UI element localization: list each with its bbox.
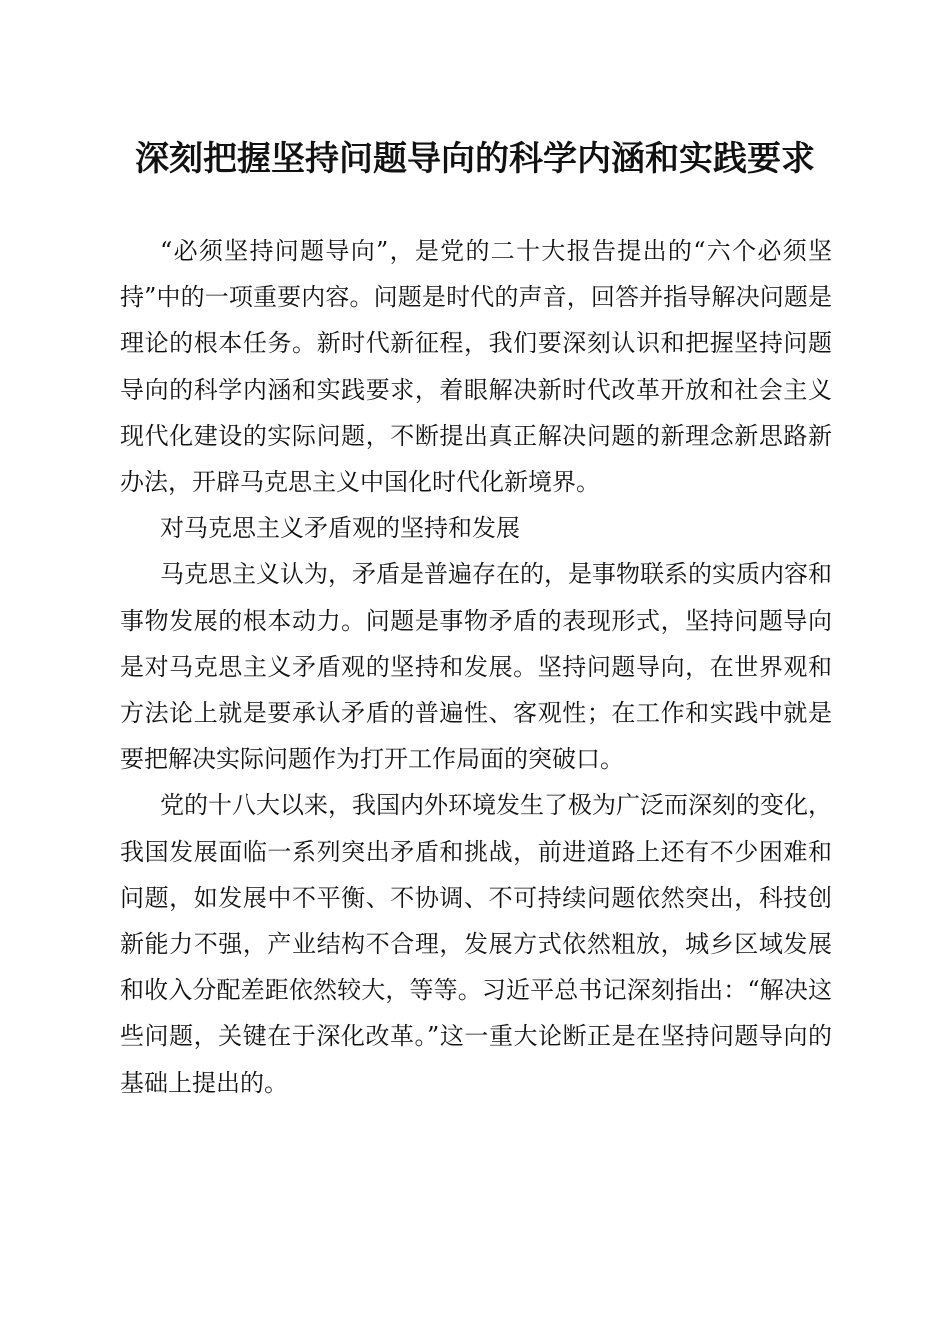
document-body [120, 228, 832, 1106]
paragraph-intro: “必须坚持问题导向”，是党的二十大报告提出的“六个必须坚持”中的一项重要内容。问题是时代的声音，回答并指导解决问题是理论的根本任务。新时代新征程，我们要深刻认识和把握坚持问题导向的科学内涵和实践要求，着眼解决新时代改革开放和社会主义现代化建设的实际问题，不断提出真正解决问题的新理念新思路新办法，开辟马克思主义中国化时代化新境界。 [120, 237, 832, 497]
paragraph-contradiction: 马克思主义认为，矛盾是普遍存在的，是事物联系的实质内容和事物发展的根本动力。问题是事物矛盾的表现形式，坚持问题导向是对马克思主义矛盾观的坚持和发展。坚持问题导向，在世界观和方法论上就是要承认矛盾的普遍性、客观性；在工作和实践中就是要把解决实际问题作为打开工作局面的突破口。 [120, 560, 832, 774]
document-title: 深刻把握坚持问题导向的科学内涵和实践要求 [135, 139, 815, 179]
paragraph-eighteenth-congress: 党的十八大以来，我国内外环境发生了极为广泛而深刻的变化，我国发展面临一系列突出矛盾和挑战，前进道路上还有不少困难和问题，如发展中不平衡、不协调、不可持续问题依然突出，科技创新能力不强，产业结构不合理，发展方式依然粗放，城乡区域发展和收入分配差距依然较大，等等。习近平总书记深刻指出：“解决这些问题，关键在于深化改革。”这一重大论断正是在坚持问题导向的基础上提出的。 [120, 791, 832, 1097]
section-heading: 对马克思主义矛盾观的坚持和发展 [160, 514, 520, 543]
